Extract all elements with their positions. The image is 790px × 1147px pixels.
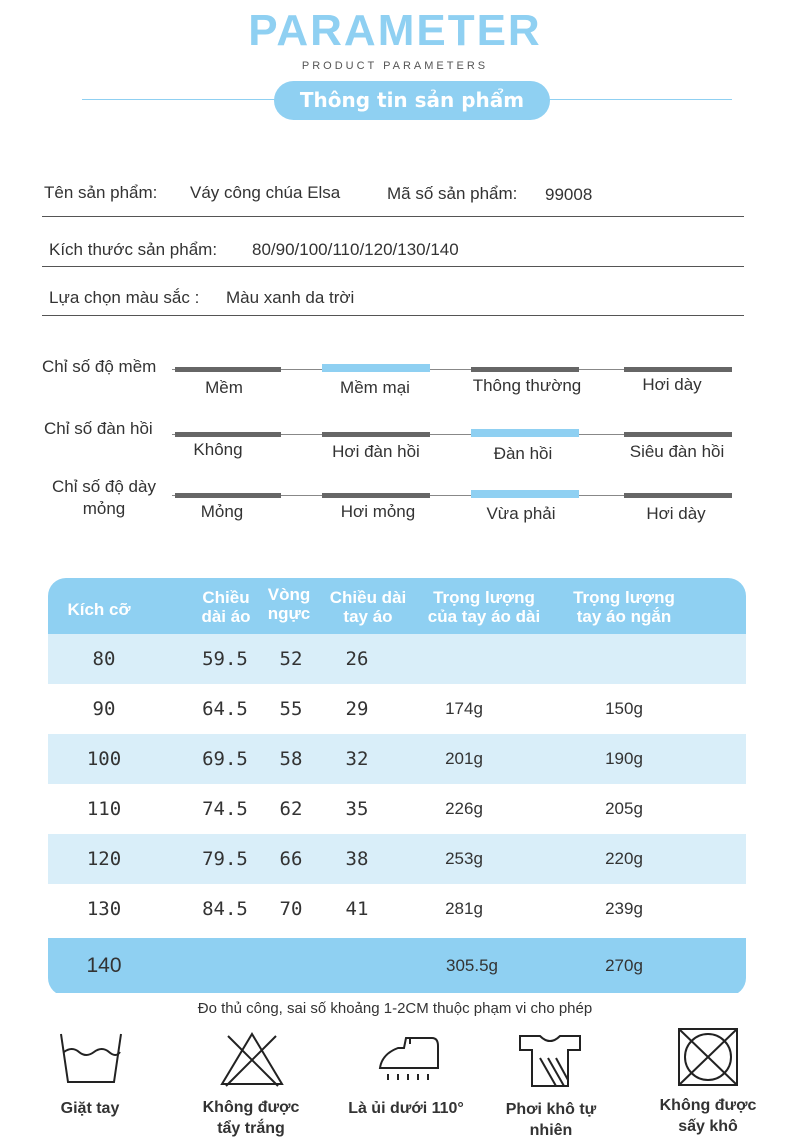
col-size bbox=[48, 600, 150, 619]
section-pill: Thông tin sản phẩm bbox=[274, 81, 550, 120]
cell-weight-short: 220g bbox=[605, 849, 643, 868]
cell-chest bbox=[270, 938, 312, 993]
cell-weight-long: 281g bbox=[445, 899, 483, 918]
cell-length bbox=[192, 938, 258, 993]
thickness-bar-3 bbox=[471, 490, 579, 498]
cell-chest: 52 bbox=[279, 648, 303, 670]
cell-length: 59.5 bbox=[202, 648, 248, 670]
measurement-note: Đo thủ công, sai số khoảng 1-2CM thuộc phạm vi cho phép bbox=[197, 1000, 593, 1017]
cell-length: 84.5 bbox=[202, 898, 248, 920]
no-bleach-icon bbox=[218, 1030, 286, 1088]
softness-bar-2 bbox=[322, 364, 430, 372]
cell-size: 140 bbox=[86, 954, 122, 977]
table-row bbox=[48, 734, 746, 784]
cell-weight-short: 239g bbox=[605, 899, 643, 918]
col-chest bbox=[260, 585, 318, 623]
cell-weight-short bbox=[584, 634, 664, 684]
elasticity-option: Hơi đàn hồi bbox=[332, 442, 420, 461]
table-row bbox=[48, 684, 746, 734]
cell-sleeve: 32 bbox=[345, 748, 369, 770]
cell-size: 130 bbox=[86, 898, 122, 920]
cell-weight-short: 270g bbox=[605, 956, 643, 975]
elasticity-index-label: Chỉ số đàn hồi bbox=[44, 419, 153, 438]
thickness-option: Hơi mỏng bbox=[340, 502, 416, 521]
col-length bbox=[186, 588, 266, 626]
cell-size: 120 bbox=[86, 848, 122, 870]
care-label-no-bleach bbox=[181, 1097, 321, 1139]
softness-bar-1 bbox=[175, 367, 281, 372]
softness-option: Mềm mại bbox=[340, 378, 410, 397]
thickness-label-line2: mỏng bbox=[82, 499, 126, 518]
cell-sleeve: 26 bbox=[345, 648, 369, 670]
cell-chest: 66 bbox=[279, 848, 303, 870]
cell-size: 110 bbox=[86, 798, 122, 820]
care-label-natural-dry bbox=[481, 1099, 621, 1141]
cell-length: 74.5 bbox=[202, 798, 248, 820]
softness-index-label: Chỉ số độ mềm bbox=[42, 357, 157, 376]
thickness-option: Vừa phải bbox=[486, 504, 556, 523]
cell-weight-long: 305.5g bbox=[446, 956, 498, 975]
elasticity-bar-2 bbox=[322, 432, 430, 437]
cell-weight-long: 174g bbox=[445, 699, 483, 718]
header-text: Chiều bbox=[202, 588, 250, 607]
cell-chest: 55 bbox=[279, 698, 303, 720]
thickness-bar-4 bbox=[624, 493, 732, 498]
header-text: của tay áo dài bbox=[427, 607, 541, 626]
col-sleeve bbox=[322, 588, 414, 626]
header-text: tay áo bbox=[343, 607, 393, 626]
cell-weight-short: 150g bbox=[605, 699, 643, 718]
cell-length: 69.5 bbox=[202, 748, 248, 770]
thickness-bar-2 bbox=[322, 493, 430, 498]
cell-sleeve bbox=[336, 938, 378, 993]
cell-length: 64.5 bbox=[202, 698, 248, 720]
cell-size: 80 bbox=[92, 648, 116, 670]
elasticity-bar-4 bbox=[624, 432, 732, 437]
softness-bar-4 bbox=[624, 367, 732, 372]
hand-wash-icon bbox=[58, 1030, 124, 1086]
care-text: tẩy trắng bbox=[217, 1120, 285, 1137]
header-text: Chiều dài bbox=[329, 588, 407, 607]
header-text: Vòng bbox=[267, 585, 311, 604]
info-divider bbox=[42, 216, 744, 217]
col-weight-short bbox=[554, 588, 694, 626]
header-text: dài áo bbox=[201, 607, 251, 626]
cell-weight-long: 226g bbox=[445, 799, 483, 818]
softness-bar-3 bbox=[471, 367, 579, 372]
cell-sleeve: 41 bbox=[345, 898, 369, 920]
cell-sleeve: 29 bbox=[345, 698, 369, 720]
col-weight-long bbox=[414, 588, 554, 626]
care-text: nhiên bbox=[529, 1122, 573, 1139]
info-divider bbox=[42, 315, 744, 316]
care-text: Là ủi dưới 110° bbox=[348, 1100, 464, 1117]
iron-icon bbox=[376, 1030, 448, 1084]
natural-dry-icon bbox=[518, 1032, 582, 1090]
table-row bbox=[48, 784, 746, 834]
page-title: PARAMETER bbox=[248, 6, 542, 55]
table-header bbox=[48, 578, 746, 634]
care-text: Không được bbox=[202, 1099, 300, 1116]
header-text: Trọng lượng bbox=[573, 588, 675, 607]
cell-chest: 58 bbox=[279, 748, 303, 770]
header-text: ngực bbox=[267, 604, 311, 623]
softness-option: Mềm bbox=[205, 378, 243, 397]
care-label-iron bbox=[336, 1098, 476, 1119]
product-color-label: Lựa chọn màu sắc : bbox=[49, 288, 200, 307]
cell-chest: 70 bbox=[279, 898, 303, 920]
product-code-value: 99008 bbox=[545, 185, 593, 204]
care-text: Phơi khô tự bbox=[505, 1101, 597, 1118]
cell-size: 90 bbox=[92, 698, 116, 720]
no-tumble-dry-icon bbox=[676, 1026, 740, 1088]
product-size-label: Kích thước sản phẩm: bbox=[49, 240, 218, 259]
product-color-value: Màu xanh da trời bbox=[226, 288, 355, 307]
product-name-label: Tên sản phẩm: bbox=[44, 183, 158, 202]
page-subtitle: PRODUCT PARAMETERS bbox=[301, 60, 489, 72]
thickness-index-label bbox=[46, 476, 162, 520]
info-divider bbox=[42, 266, 744, 267]
product-size-value: 80/90/100/110/120/130/140 bbox=[252, 240, 459, 259]
thickness-option: Mỏng bbox=[200, 502, 244, 521]
cell-weight-long: 201g bbox=[445, 749, 483, 768]
cell-weight-short: 205g bbox=[605, 799, 643, 818]
thickness-label-line1: Chỉ số độ dày bbox=[52, 477, 156, 496]
header-text: Trọng lượng bbox=[433, 588, 535, 607]
elasticity-option: Không bbox=[193, 440, 243, 459]
care-label-hand-wash bbox=[20, 1098, 160, 1119]
care-label-no-tumble-dry bbox=[638, 1095, 778, 1137]
softness-option: Hơi dày bbox=[642, 375, 702, 394]
cell-weight-long: 253g bbox=[445, 849, 483, 868]
care-text: sấy khô bbox=[678, 1118, 738, 1135]
cell-weight-short: 190g bbox=[605, 749, 643, 768]
size-table bbox=[48, 578, 746, 996]
thickness-option: Hơi dày bbox=[646, 504, 706, 523]
table-row bbox=[48, 634, 746, 684]
thickness-bar-1 bbox=[175, 493, 281, 498]
care-text: Không được bbox=[659, 1097, 757, 1114]
product-code-label: Mã số sản phẩm: bbox=[387, 184, 518, 203]
table-row bbox=[48, 938, 746, 993]
table-row bbox=[48, 884, 746, 934]
elasticity-bar-3 bbox=[471, 429, 579, 437]
cell-sleeve: 38 bbox=[345, 848, 369, 870]
product-name-value: Váy công chúa Elsa bbox=[190, 183, 341, 202]
cell-chest: 62 bbox=[279, 798, 303, 820]
cell-length: 79.5 bbox=[202, 848, 248, 870]
care-text: Giặt tay bbox=[60, 1100, 120, 1117]
cell-sleeve: 35 bbox=[345, 798, 369, 820]
elasticity-bar-1 bbox=[175, 432, 281, 437]
elasticity-option: Đàn hồi bbox=[493, 444, 553, 463]
header-text: Kích cỡ bbox=[67, 600, 131, 619]
cell-weight-long bbox=[424, 634, 504, 684]
table-row bbox=[48, 834, 746, 884]
header-text: tay áo ngắn bbox=[576, 607, 672, 626]
softness-option: Thông thường bbox=[472, 376, 582, 395]
cell-size: 100 bbox=[86, 748, 122, 770]
elasticity-option: Siêu đàn hồi bbox=[629, 442, 725, 461]
